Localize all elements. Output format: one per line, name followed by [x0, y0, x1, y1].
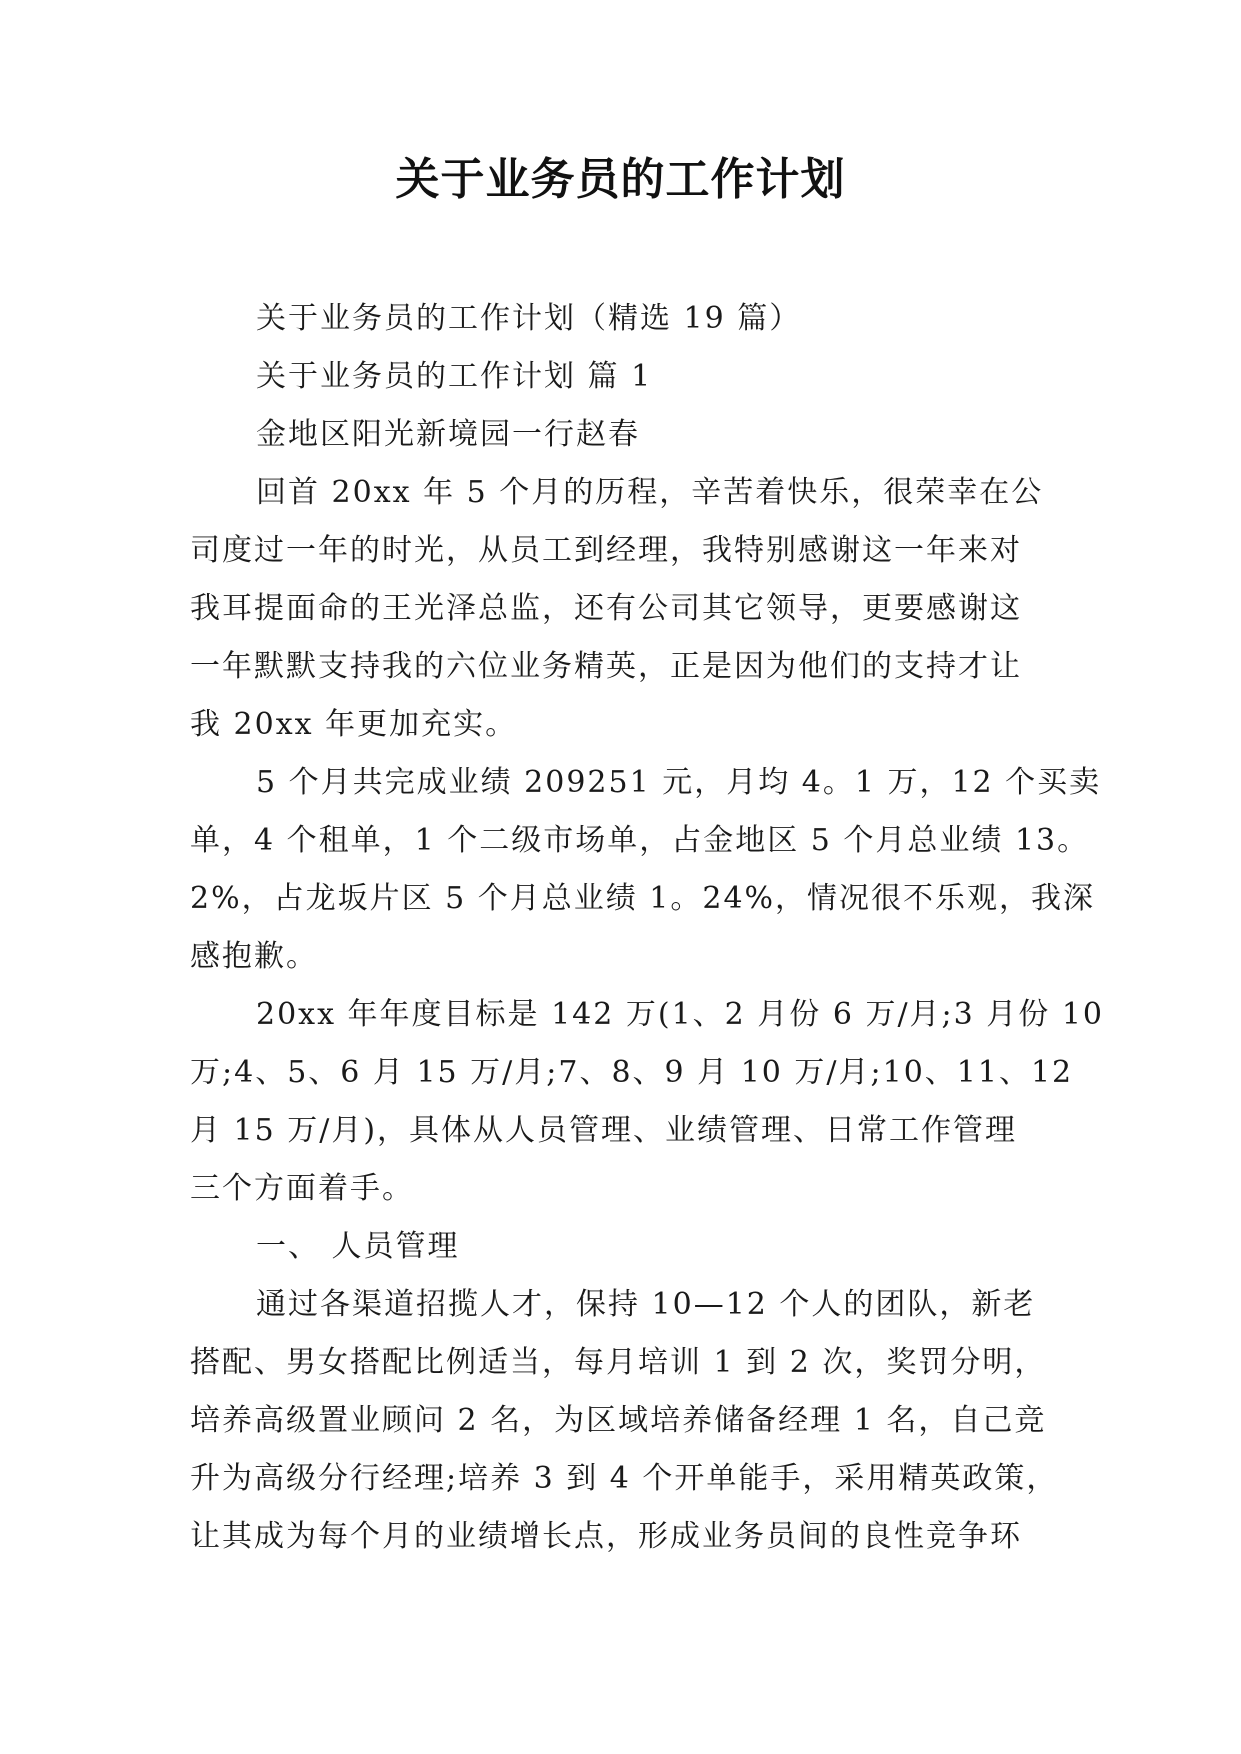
paragraph-line: 搭配、男女搭配比例适当，每月培训 1 到 2 次，奖罚分明，	[190, 1345, 1047, 1380]
paragraph-line: 月 15 万/月)，具体从人员管理、业绩管理、日常工作管理	[190, 1113, 1018, 1148]
paragraph-line: 培养高级置业顾问 2 名，为区域培养储备经理 1 名，自己竞	[190, 1403, 1047, 1438]
document-body	[190, 290, 1105, 1566]
paragraph-line: 通过各渠道招揽人才，保持 10—12 个人的团队，新老	[256, 1287, 1036, 1322]
paragraph-line: 一年默默支持我的六位业务精英，正是因为他们的支持才让	[190, 649, 1022, 684]
paragraph-line: 2%，占龙坂片区 5 个月总业绩 1。24%，情况很不乐观，我深	[190, 881, 1096, 916]
paragraph-line: 回首 20xx 年 5 个月的历程，辛苦着快乐，很荣幸在公	[256, 475, 1044, 510]
section-heading: 一、 人员管理	[256, 1229, 460, 1264]
paragraph-line: 升为高级分行经理;培养 3 到 4 个开单能手，采用精英政策，	[190, 1461, 1059, 1496]
paragraph-line: 20xx 年年度目标是 142 万(1、2 月份 6 万/月;3 月份 10	[256, 997, 1105, 1032]
paragraph-line: 5 个月共完成业绩 209251 元，月均 4。1 万，12 个买卖	[256, 765, 1102, 800]
paragraph-line: 关于业务员的工作计划 篇 1	[256, 359, 653, 394]
paragraph-line: 我耳提面命的王光泽总监，还有公司其它领导，更要感谢这	[190, 591, 1022, 626]
paragraph-line: 金地区阳光新境园一行赵春	[256, 417, 640, 452]
paragraph-line: 司度过一年的时光，从员工到经理，我特别感谢这一年来对	[190, 533, 1022, 568]
paragraph-line: 关于业务员的工作计划（精选 19 篇）	[256, 301, 802, 336]
paragraph-line: 三个方面着手。	[190, 1171, 414, 1206]
paragraph-line: 我 20xx 年更加充实。	[190, 707, 518, 742]
paragraph-line: 感抱歉。	[190, 939, 318, 974]
document-title: 关于业务员的工作计划	[395, 154, 846, 205]
paragraph-line: 单，4 个租单，1 个二级市场单，占金地区 5 个月总业绩 13。	[190, 823, 1090, 858]
paragraph-line: 万;4、5、6 月 15 万/月;7、8、9 月 10 万/月;10、11、12	[190, 1055, 1074, 1090]
paragraph-line: 让其成为每个月的业绩增长点，形成业务员间的良性竞争环	[190, 1519, 1022, 1554]
